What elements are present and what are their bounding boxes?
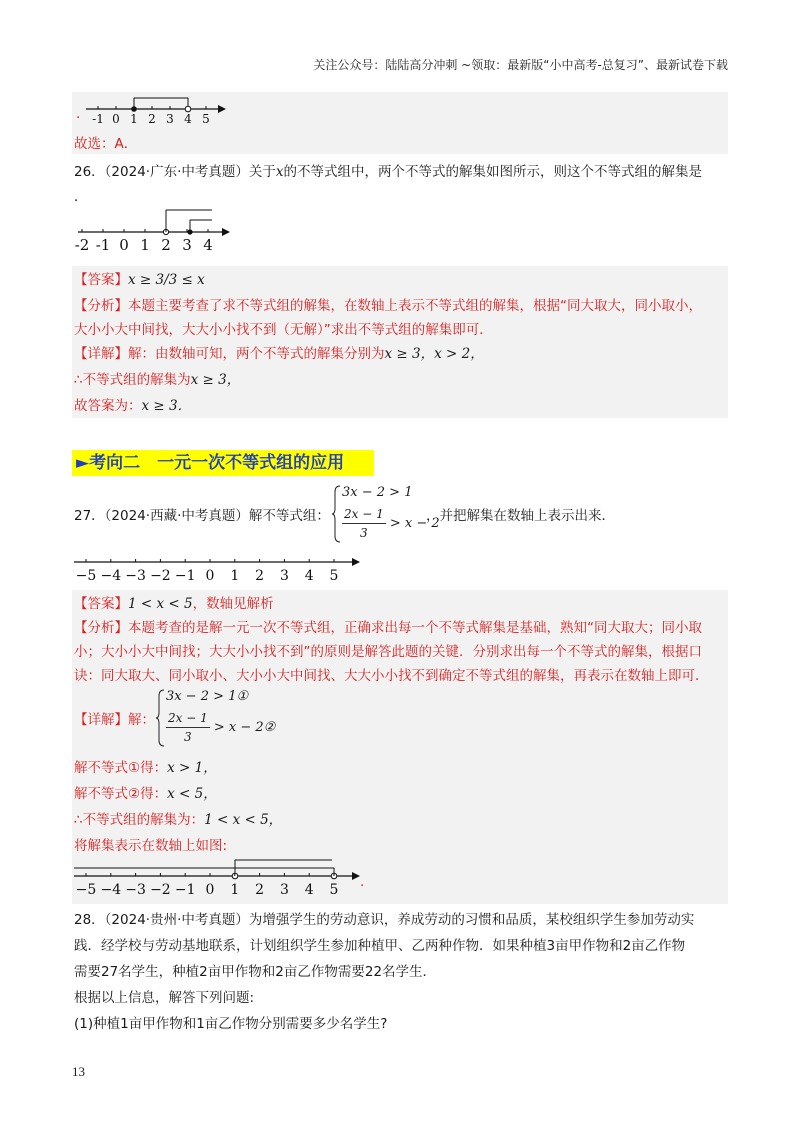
tick-label: 3 bbox=[279, 882, 289, 898]
tick-label: −5 bbox=[75, 882, 97, 898]
q27-trailing-dot: · bbox=[360, 878, 365, 894]
q26-answer: 【答案】x ≥ 3/3 ≤ x bbox=[74, 272, 205, 288]
q28-line3: 需要27名学生，种植2亩甲作物和2亩乙作物需要22名学生． bbox=[74, 964, 437, 980]
tick-label: 1 bbox=[230, 882, 240, 898]
tick-label: −3 bbox=[125, 882, 146, 898]
q26-stem: 26．（2024·广东·中考真题）关于x的不等式组中，两个不等式的解集如图所示，则这个不等式组的解集是 bbox=[74, 164, 702, 180]
tick-label: 4 bbox=[304, 882, 314, 898]
q27-solution: ∴不等式组的解集为：1 < x < 5， bbox=[74, 812, 283, 828]
q27-analysis-3: 诀：同大取大、同小取小、大小小大中间找、大大小小找不到确定不等式组的解集，再表示在数轴上即可． bbox=[74, 668, 709, 684]
q27-d-ineq2: $\frac{2x - 1}{3}$ > x − 2② bbox=[168, 711, 276, 744]
tick-label: −1 bbox=[174, 882, 196, 898]
tick-label: 3 bbox=[279, 568, 289, 584]
closed-point bbox=[187, 229, 192, 234]
q26-stem-dot: ． bbox=[74, 189, 88, 205]
tick-label: −3 bbox=[125, 568, 146, 584]
tick-label: −5 bbox=[75, 568, 97, 584]
q28-line2: 践．经学校与劳动基地联系，计划组织学生参加种植甲、乙两种作物．如果种植3亩甲作物和2亩乙作物 bbox=[74, 938, 686, 954]
tick-label: 3 bbox=[182, 236, 192, 254]
q25-trailing-dot: · bbox=[76, 110, 81, 126]
tick-label: -1 bbox=[95, 236, 111, 254]
tick-label: −4 bbox=[100, 568, 122, 584]
tick-label: 4 bbox=[203, 236, 213, 254]
section-heading: ►考向二 一元一次不等式组的应用 bbox=[72, 450, 374, 476]
tick-label: 1 bbox=[130, 112, 138, 126]
q28-line1: 28．（2024·贵州·中考真题）为增强学生的劳动意识，养成劳动的习惯和品质，某校组织学生参加劳动实 bbox=[74, 912, 695, 928]
tick-label: 5 bbox=[329, 882, 339, 898]
tick-label: 2 bbox=[161, 236, 171, 254]
tick-label: 2 bbox=[148, 112, 156, 126]
q27-ineq1: 3x − 2 > 1 bbox=[342, 485, 413, 500]
q28-line4: 根据以上信息，解答下列问题: bbox=[74, 990, 255, 1006]
tick-label: −1 bbox=[174, 568, 196, 584]
q27-ineq2: $\frac{2x - 1}{3}$ > x − 2 bbox=[344, 507, 440, 540]
tick-label: -1 bbox=[92, 112, 104, 126]
q25-answer: 故选：A． bbox=[74, 136, 138, 152]
brace-icon bbox=[156, 688, 166, 748]
q26-analysis-cont: 大小小大中间找，大大小小找不到（无解）”求出不等式组的解集即可． bbox=[74, 322, 493, 338]
tick-label: −2 bbox=[150, 882, 171, 898]
tick-label: −4 bbox=[100, 882, 122, 898]
tick-label: 2 bbox=[255, 882, 265, 898]
tick-label: 4 bbox=[304, 568, 314, 584]
q27-stem-rest: ，并把解集在数轴上表示出来． bbox=[426, 508, 615, 524]
q27-analysis-2: 小；大小小大中间找；大大小小找不到”的原则是解答此题的关键．分别求出每一个不等式的解集，根据口 bbox=[74, 644, 702, 660]
q27-d-ineq1: 3x − 2 > 1① bbox=[166, 689, 249, 704]
numberline-q26 bbox=[72, 204, 242, 254]
q27-solve1: 解不等式①得：x > 1， bbox=[74, 760, 217, 776]
numberline-q25 bbox=[72, 92, 272, 126]
q26-detail: 【详解】解：由数轴可知，两个不等式的解集分别为x ≥ 3，x > 2， bbox=[74, 346, 484, 362]
closed-point bbox=[131, 106, 137, 112]
tick-label: 0 bbox=[119, 236, 129, 254]
page-header: 关注公众号：陆陆高分冲刺 ~领取：最新版“小中高考-总复习”、最新试卷下载 bbox=[313, 58, 728, 72]
q27-analysis: 【分析】本题考查的是解一元一次不等式组，正确求出每一个不等式解集是基础，熟知“同大取大；同小取 bbox=[74, 620, 702, 636]
tick-label: 5 bbox=[329, 568, 339, 584]
numberline-q27-solution bbox=[72, 856, 372, 900]
tick-label: 1 bbox=[140, 236, 150, 254]
tick-label: 3 bbox=[166, 112, 174, 126]
q26-detail-3: 故答案为：x ≥ 3． bbox=[74, 398, 192, 414]
q27-stem: 27．（2024·西藏·中考真题）解不等式组： bbox=[74, 508, 330, 524]
tick-label: 1 bbox=[230, 568, 240, 584]
page-number: 13 bbox=[72, 1064, 85, 1079]
tick-label: 0 bbox=[112, 112, 120, 126]
numberline-q27 bbox=[72, 552, 372, 588]
q26-analysis: 【分析】本题主要考查了求不等式组的解集，在数轴上表示不等式组的解集，根据“同大取大，同小取小， bbox=[74, 298, 702, 314]
q27-answer: 【答案】1 < x < 5，数轴见解析 bbox=[74, 596, 274, 612]
q26-detail-2: ∴不等式组的解集为x ≥ 3， bbox=[74, 372, 241, 388]
tick-label: 0 bbox=[205, 568, 215, 584]
open-point bbox=[185, 106, 191, 112]
q27-detail-label: 【详解】解： bbox=[74, 712, 155, 728]
tick-label: 4 bbox=[184, 112, 192, 126]
tick-label: 0 bbox=[205, 882, 215, 898]
brace-icon bbox=[332, 484, 342, 544]
q28-line5: (1)种植1亩甲作物和1亩乙作物分别需要多少名学生? bbox=[74, 1016, 388, 1032]
tick-label: 5 bbox=[202, 112, 210, 126]
tick-label: −2 bbox=[150, 568, 171, 584]
tick-label: -2 bbox=[74, 236, 90, 254]
q27-solve2: 解不等式②得：x < 5， bbox=[74, 786, 217, 802]
tick-label: 2 bbox=[255, 568, 265, 584]
q27-show: 将解集表示在数轴上如图: bbox=[74, 838, 228, 854]
